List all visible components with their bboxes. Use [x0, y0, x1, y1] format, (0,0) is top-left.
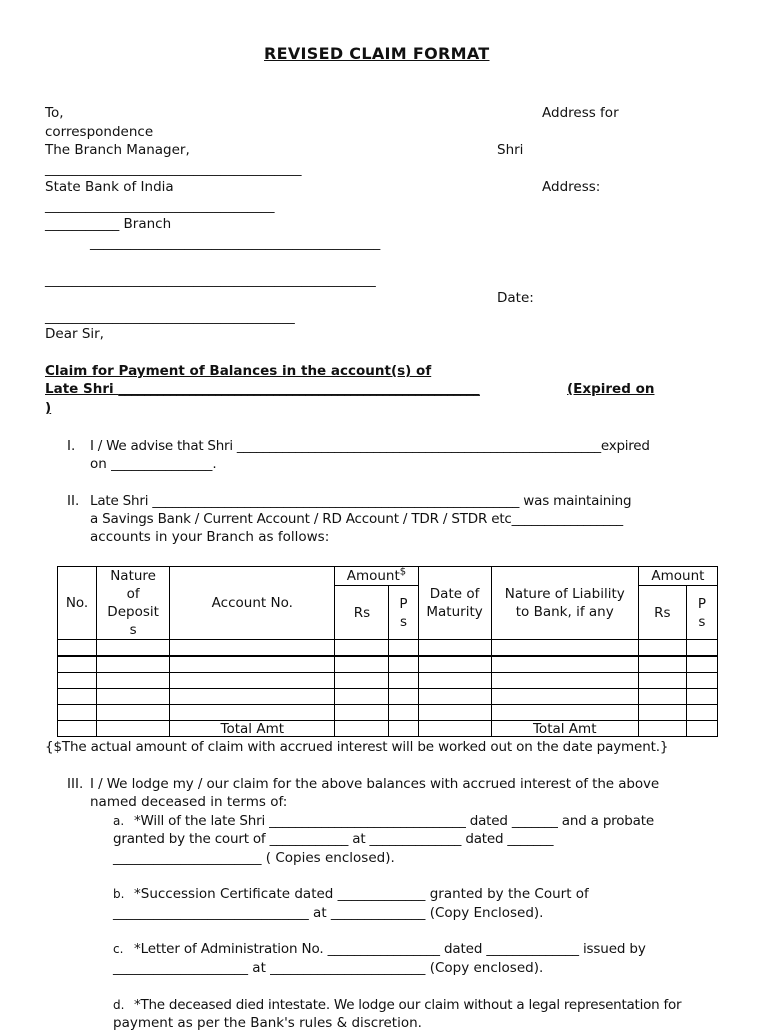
item-label: b.	[113, 887, 125, 901]
col-header-date: Date of Maturity	[418, 567, 491, 640]
late-shri-label: Late Shri	[45, 381, 119, 397]
para-text: Late Shri ________________________________________________________ was maintaining	[90, 493, 632, 509]
col-header-rs: Rs	[335, 586, 389, 640]
item-text: *Letter of Administration No. _________________ dated ______________ issued by	[134, 941, 646, 957]
item-label: c.	[113, 942, 124, 956]
item-text: *Succession Certificate dated _____________ granted by the Court of	[134, 886, 589, 902]
accounts-table	[57, 566, 718, 737]
item-label: d.	[113, 998, 125, 1012]
item-text: payment as per the Bank's rules & discretion.	[113, 1015, 422, 1031]
table-row	[58, 673, 718, 689]
para-text: a Savings Bank / Current Account / RD Account / TDR / STDR etc_________________	[90, 511, 623, 527]
to-label: To,	[45, 105, 64, 121]
subject-close: )	[45, 400, 52, 416]
table-row	[58, 689, 718, 705]
blank-line: __________________________________	[45, 198, 275, 214]
item-text: ______________________ ( Copies enclosed).	[113, 850, 395, 866]
address-for-label: Address for	[542, 105, 619, 121]
col-header-amount: Amount$	[335, 567, 418, 586]
col-header-rs-2: Rs	[638, 586, 686, 640]
item-text: ____________________ at _______________________ (Copy enclosed).	[113, 960, 544, 976]
para-text: accounts in your Branch as follows:	[90, 529, 330, 545]
subject-line: Claim for Payment of Balances in the account(s) of	[45, 363, 432, 379]
total-amt-label: Total Amt	[491, 721, 638, 737]
col-header-amount-2: Amount	[638, 567, 717, 586]
late-shri-blank: ________________________________________________________	[118, 381, 480, 397]
para-number: III.	[67, 776, 84, 792]
blank-line: _________________________________________________	[45, 272, 376, 288]
para-text: named deceased in terms of:	[90, 794, 288, 810]
subject-late-shri	[45, 380, 480, 398]
expired-on-label: (Expired on	[567, 381, 655, 397]
shri-label: Shri	[497, 142, 524, 158]
table-row	[58, 705, 718, 721]
blank-line: _____________________________________	[45, 309, 295, 325]
date-label: Date:	[497, 290, 534, 306]
footnote: {$The actual amount of claim with accrued interest will be worked out on the date payment.}	[45, 739, 669, 755]
col-header-liability: Nature of Liability to Bank, if any	[491, 567, 638, 640]
para-text: I / We advise that Shri ________________________________________________________expired	[90, 438, 650, 454]
col-header-nature: Nature of Deposit s	[97, 567, 170, 640]
total-amt-label: Total Amt	[170, 721, 335, 737]
para-number: I.	[67, 438, 76, 454]
branch-label: ___________ Branch	[45, 216, 172, 232]
item-text: _____________________________ at ______________ (Copy Enclosed).	[113, 905, 544, 921]
col-header-no: No.	[58, 567, 97, 640]
item-text: *Will of the late Shri ______________________________ dated _______ and a probate	[134, 813, 654, 829]
bank-name: State Bank of India	[45, 179, 174, 195]
total-row	[58, 721, 718, 737]
col-header-account: Account No.	[170, 567, 335, 640]
item-label: a.	[113, 814, 125, 828]
para-text: on _______________.	[90, 456, 217, 472]
blank-line: ___________________________________________	[90, 235, 381, 251]
item-text: *The deceased died intestate. We lodge our claim without a legal representation for	[134, 997, 682, 1013]
table-row	[58, 640, 718, 657]
page-title: REVISED CLAIM FORMAT	[264, 44, 490, 63]
col-header-ps-2: P s	[686, 586, 717, 640]
item-text: granted by the court of ____________ at ______________ dated _______	[113, 831, 554, 847]
table-row	[58, 656, 718, 673]
salutation: Dear Sir,	[45, 326, 104, 342]
col-header-ps: P s	[389, 586, 418, 640]
para-number: II.	[67, 493, 80, 509]
address-label: Address:	[542, 179, 601, 195]
branch-manager-label: The Branch Manager,	[45, 142, 190, 158]
correspondence-label: correspondence	[45, 124, 154, 140]
para-text: I / We lodge my / our claim for the above balances with accrued interest of the above	[90, 776, 660, 792]
blank-line: ______________________________________	[45, 161, 302, 177]
